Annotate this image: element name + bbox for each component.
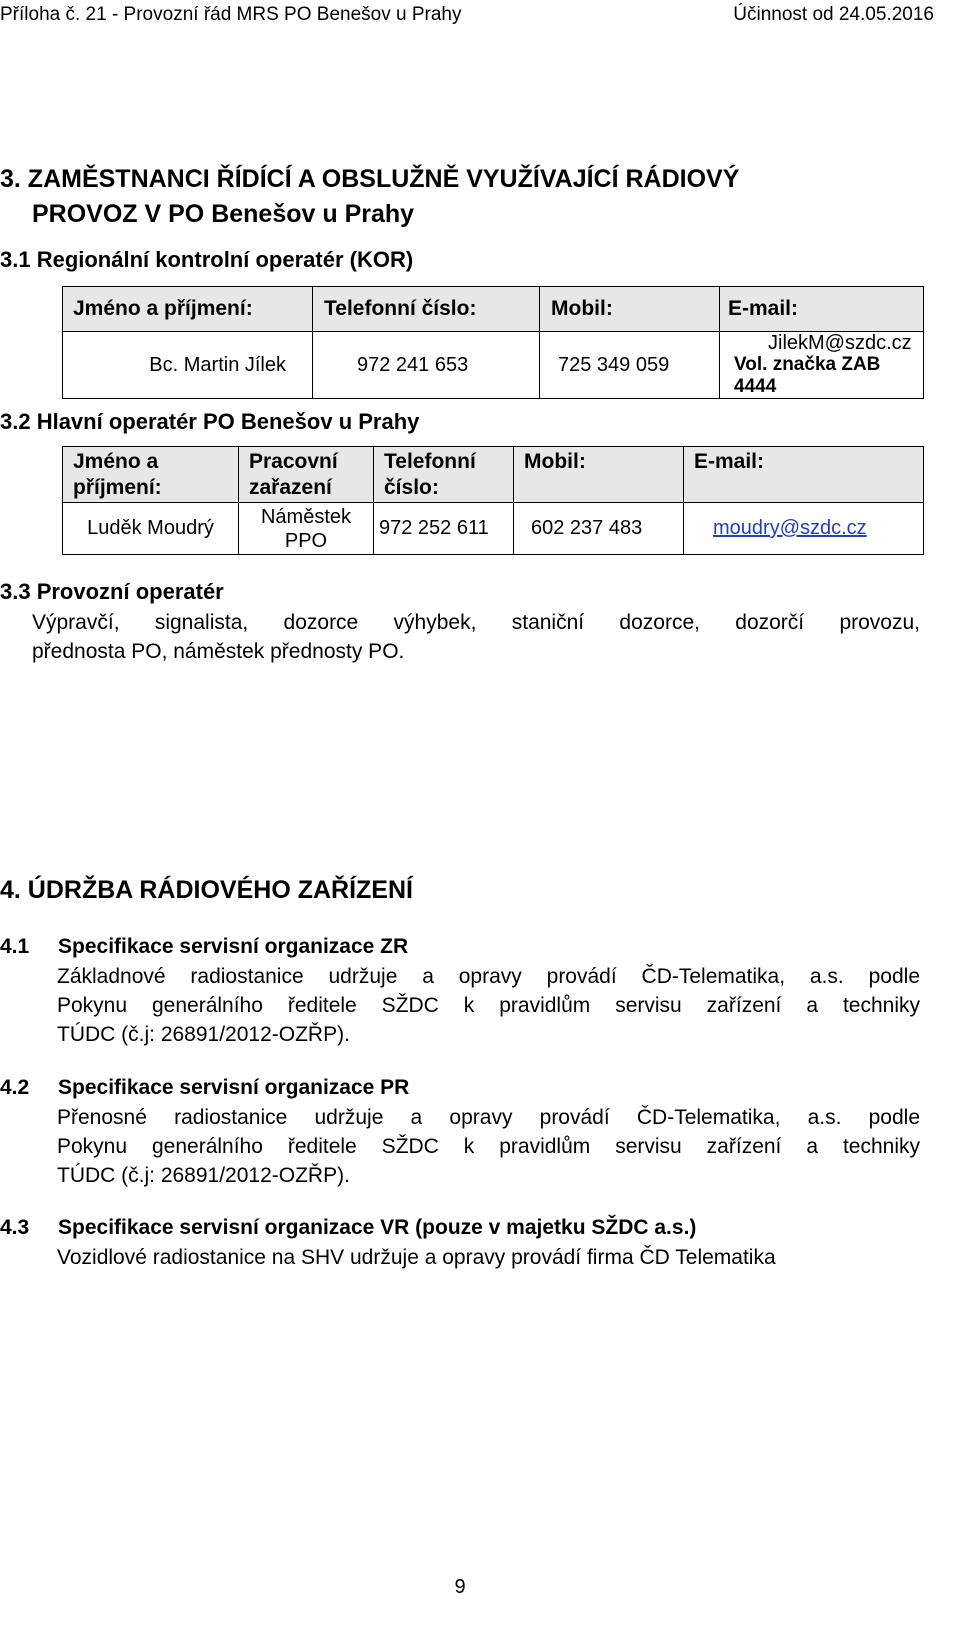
kor-phone: 972 241 653 (313, 332, 540, 399)
section-4-3-number: 4.3 (0, 1216, 30, 1239)
section3-title-line2: PROVOZ V PO Benešov u Prahy (32, 200, 415, 228)
section-3-3-body (32, 608, 920, 666)
operator-phone: 972 252 611 (374, 503, 514, 555)
col-role-header: Pracovní zařazení (239, 447, 374, 503)
section3-title-line1: 3. ZAMĚSTNANCI ŘÍDÍCÍ A OBSLUŽNĚ VYUŽÍVAJÍCÍ RÁDIOVÝ (0, 165, 740, 193)
section-4-2-line2: Pokynu generálního ředitele SŽDC k pravidlům servisu zařízení a techniky (57, 1135, 920, 1158)
section-4-3-heading: Specifikace servisní organizace VR (pouze v majetku SŽDC a.s.) (58, 1216, 697, 1239)
section-3-3-line2: přednosta PO, náměstek přednosty PO. (32, 640, 405, 663)
col-mobile-header: Mobil: (540, 287, 720, 332)
kor-callsign: Vol. značka ZAB 4444 (734, 354, 881, 397)
operator-name: Luděk Moudrý (63, 503, 239, 555)
page-number: 9 (454, 1576, 466, 1598)
section-3-1-heading: 3.1 Regionální kontrolní operatér (KOR) (0, 247, 414, 272)
col-name-header: Jméno a příjmení: (63, 287, 313, 332)
section-4-2-number: 4.2 (0, 1076, 30, 1099)
operator-mobile: 602 237 483 (514, 503, 684, 555)
kor-name: Bc. Martin Jílek (63, 332, 313, 399)
operator-email-link[interactable]: moudry@szdc.cz (713, 517, 867, 539)
section-4-2-line3: TÚDC (č.j: 26891/2012-OZŘP). (57, 1164, 350, 1187)
section-4-2-line1: Přenosné radiostanice udržuje a opravy provádí ČD-Telematika, a.s. podle (57, 1106, 920, 1129)
main-operator-header-row (63, 447, 924, 503)
col-phone-header: Telefonní číslo: (313, 287, 540, 332)
section-4-1-number: 4.1 (0, 935, 30, 958)
section-3-3-heading: 3.3 Provozní operatér (0, 579, 224, 604)
kor-table-row (63, 332, 924, 399)
header-document-title: Příloha č. 21 - Provozní řád MRS PO Benešov u Prahy (0, 4, 462, 25)
main-operator-table (62, 446, 924, 555)
kor-table-header-row (63, 287, 924, 332)
header-effective-date: Účinnost od 24.05.2016 (733, 4, 934, 25)
section-4-2-body (57, 1103, 920, 1190)
kor-mobile: 725 349 059 (540, 332, 720, 399)
kor-contact-table (62, 286, 924, 399)
section-4-1-heading: Specifikace servisní organizace ZR (58, 935, 409, 958)
col-name-header: Jméno a příjmení: (63, 447, 239, 503)
operator-role: Náměstek PPO (239, 503, 374, 555)
col-phone-header: Telefonní číslo: (374, 447, 514, 503)
section-4-1-line3: TÚDC (č.j: 26891/2012-OZŘP). (57, 1023, 350, 1046)
section-4-1-line2: Pokynu generálního ředitele SŽDC k pravidlům servisu zařízení a techniky (57, 994, 920, 1017)
kor-email-cell (720, 332, 924, 399)
section-4-1-body (57, 962, 920, 1049)
section-3-2-heading: 3.2 Hlavní operatér PO Benešov u Prahy (0, 409, 420, 434)
section4-title: 4. ÚDRŽBA RÁDIOVÉHO ZAŘÍZENÍ (0, 876, 413, 904)
main-operator-row (63, 503, 924, 555)
col-mobile-header: Mobil: (514, 447, 684, 503)
section-3-3-line1: Výpravčí, signalista, dozorce výhybek, staniční dozorce, dozorčí provozu, (32, 611, 920, 634)
col-email-header: E-mail: (720, 287, 924, 332)
col-email-header: E-mail: (684, 447, 924, 503)
section-4-3-line1: Vozidlové radiostanice na SHV udržuje a opravy provádí firma ČD Telematika (57, 1246, 776, 1269)
kor-email[interactable]: JilekM@szdc.cz (768, 332, 912, 354)
section-4-2-heading: Specifikace servisní organizace PR (58, 1076, 410, 1099)
section-4-1-line1: Základnové radiostanice udržuje a opravy provádí ČD-Telematika, a.s. podle (57, 965, 920, 988)
